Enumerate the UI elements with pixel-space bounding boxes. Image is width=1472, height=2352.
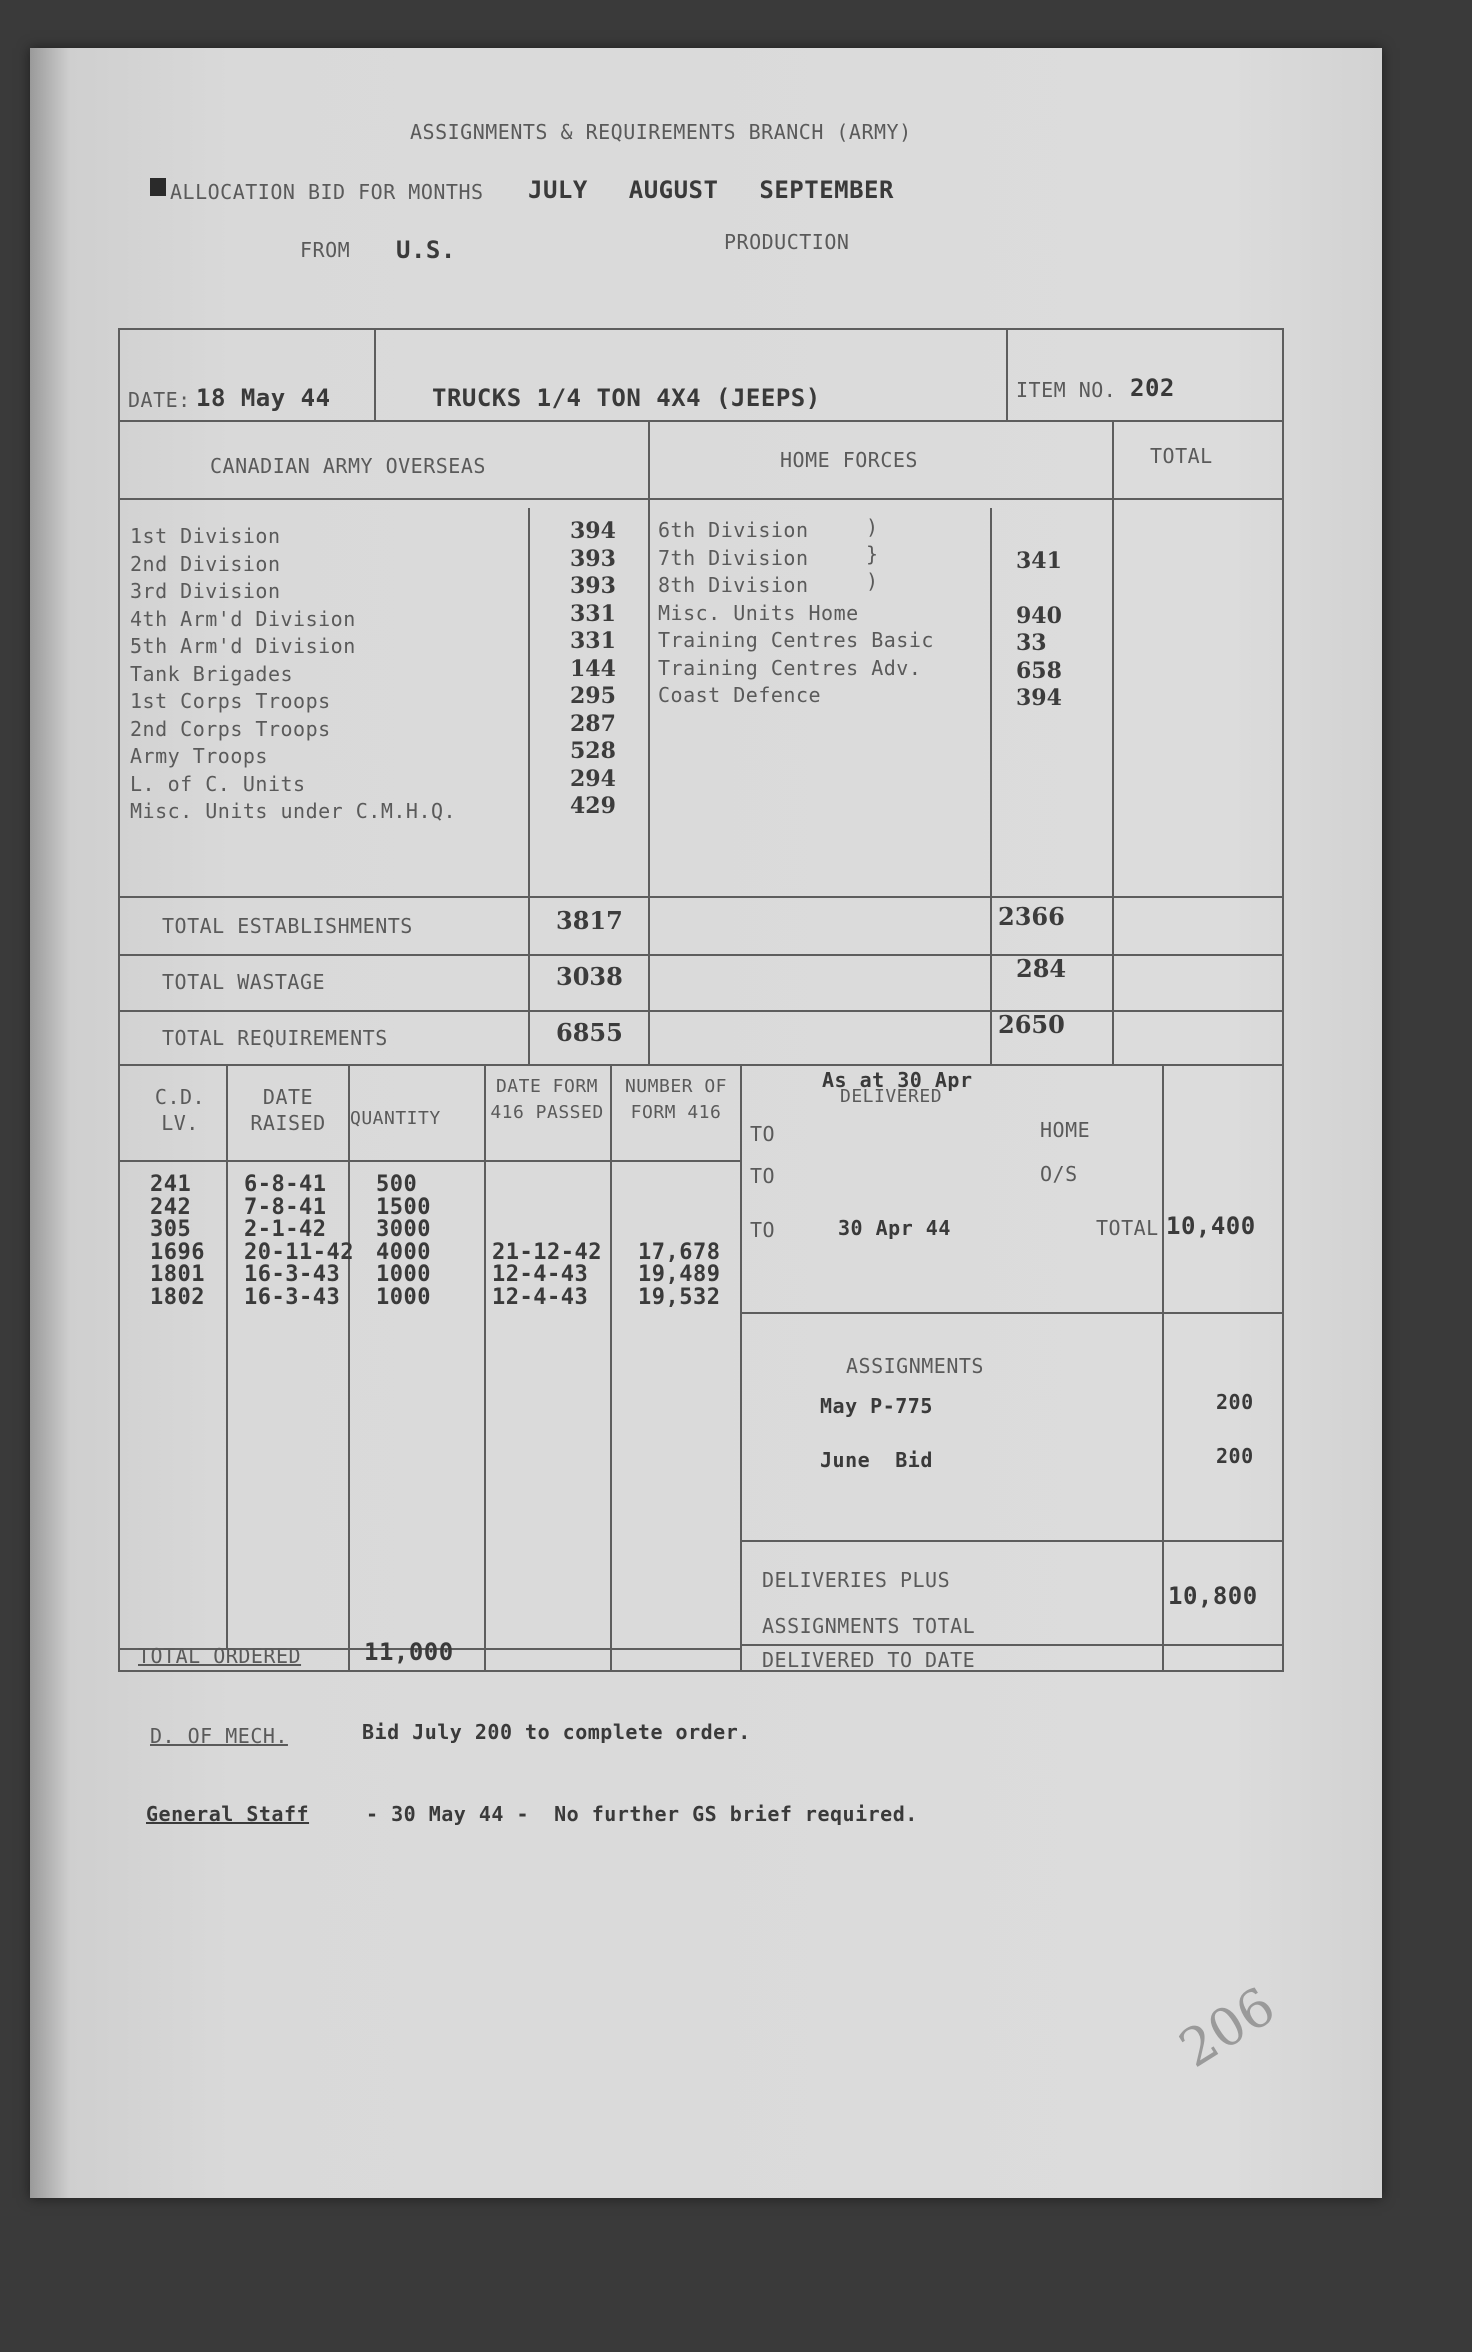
assignments-label: ASSIGNMENTS bbox=[846, 1354, 984, 1378]
delivered-total-label: TOTAL bbox=[1096, 1216, 1159, 1240]
date-label: DATE: bbox=[128, 388, 191, 412]
canadian-unit-qty: 528 bbox=[570, 738, 616, 764]
to-date-label: TO bbox=[750, 1218, 776, 1242]
order-cd: 241 bbox=[150, 1172, 192, 1197]
total-wastage-label: TOTAL WASTAGE bbox=[162, 970, 326, 994]
order-quantity: 4000 bbox=[376, 1239, 431, 1265]
delivered-date: 30 Apr 44 bbox=[838, 1216, 951, 1240]
home-unit-name: Coast Defence bbox=[658, 683, 822, 707]
production-label: PRODUCTION bbox=[724, 230, 850, 254]
d-mech-note: Bid July 200 to complete order. bbox=[362, 1720, 751, 1744]
allocation-label: ALLOCATION BID FOR MONTHS bbox=[170, 180, 484, 204]
delivered-to-date-label: DELIVERED TO DATE bbox=[762, 1648, 976, 1672]
branch-title: ASSIGNMENTS & REQUIREMENTS BRANCH (ARMY) bbox=[410, 120, 912, 144]
home-unit-qty: 658 bbox=[1016, 657, 1062, 684]
summary-total-value: 10,800 bbox=[1168, 1582, 1258, 1610]
general-staff-label: General Staff bbox=[146, 1802, 310, 1826]
delivered-total-value: 10,400 bbox=[1166, 1212, 1256, 1240]
canadian-unit-qty: 429 bbox=[570, 793, 616, 819]
canadian-unit-name: 3rd Division bbox=[130, 579, 281, 603]
canadian-unit-qty: 295 bbox=[570, 683, 616, 709]
item-no-value: 202 bbox=[1130, 374, 1175, 402]
order-cd: 1802 bbox=[150, 1284, 205, 1310]
deliveries-plus-label: DELIVERIES PLUS bbox=[762, 1568, 951, 1592]
total-requirements-home: 2650 bbox=[998, 1010, 1065, 1039]
item-description: TRUCKS 1/4 TON 4X4 (JEEPS) bbox=[432, 384, 821, 412]
cd-header: C.D. LV. bbox=[154, 1085, 206, 1135]
from-label: FROM bbox=[300, 238, 351, 262]
from-value: U.S. bbox=[396, 236, 456, 264]
total-wastage-home: 284 bbox=[1016, 954, 1067, 983]
june-assignment-label: June Bid bbox=[820, 1448, 933, 1472]
home-header: HOME FORCES bbox=[780, 448, 918, 472]
order-form-number: 19,489 bbox=[638, 1262, 721, 1287]
date-raised-header: DATE RAISED bbox=[250, 1085, 326, 1135]
home-unit-qty: 940 bbox=[1016, 602, 1062, 629]
canadian-unit-qty: 394 bbox=[570, 518, 616, 544]
order-cd: 242 bbox=[150, 1194, 192, 1220]
canadian-unit-qty: 393 bbox=[570, 545, 616, 572]
total-ordered-value: 11,000 bbox=[364, 1638, 454, 1666]
months: JULY AUGUST SEPTEMBER bbox=[528, 176, 894, 204]
brace-mark: ) } ) bbox=[866, 515, 879, 593]
canadian-unit-qty: 294 bbox=[570, 765, 616, 792]
page-number: 206 bbox=[1169, 1976, 1286, 2080]
home-unit-name: 6th Division bbox=[658, 518, 809, 542]
canadian-unit-name: 2nd Corps Troops bbox=[130, 716, 331, 741]
home-unit-name: 8th Division bbox=[658, 573, 809, 597]
date-form-header: DATE FORM 416 PASSED bbox=[490, 1076, 604, 1123]
total-wastage-cao: 3038 bbox=[556, 962, 623, 991]
total-requirements-label: TOTAL REQUIREMENTS bbox=[162, 1026, 388, 1050]
order-quantity: 500 bbox=[376, 1172, 418, 1197]
to-home-label: TO bbox=[750, 1122, 776, 1146]
delivered-label: DELIVERED bbox=[840, 1086, 943, 1107]
canadian-unit-name: 1st Division bbox=[130, 524, 281, 548]
home-unit-qty: 394 bbox=[1016, 685, 1062, 711]
total-ordered-label: TOTAL ORDERED bbox=[138, 1644, 302, 1668]
home-unit-name: Training Centres Adv. bbox=[658, 655, 922, 680]
number-form-header: NUMBER OF FORM 416 bbox=[624, 1076, 728, 1123]
d-mech-label: D. OF MECH. bbox=[150, 1724, 288, 1748]
assignments-total-label: ASSIGNMENTS TOTAL bbox=[762, 1614, 976, 1638]
total-requirements-cao: 6855 bbox=[556, 1018, 623, 1047]
home-unit-name: Training Centres Basic bbox=[658, 628, 934, 652]
order-quantity: 1000 bbox=[376, 1262, 431, 1287]
canadian-unit-name: Tank Brigades bbox=[130, 661, 294, 686]
canadian-unit-name: Army Troops bbox=[130, 744, 268, 768]
canadian-unit-name: 2nd Division bbox=[130, 551, 281, 576]
order-date-raised: 16-3-43 bbox=[244, 1262, 341, 1287]
may-assignment-label: May P-775 bbox=[820, 1394, 933, 1418]
canadian-unit-qty: 393 bbox=[570, 573, 616, 599]
canadian-header: CANADIAN ARMY OVERSEAS bbox=[210, 454, 486, 478]
canadian-unit-name: Misc. Units under C.M.H.Q. bbox=[130, 799, 457, 823]
canadian-unit-name: 5th Arm'd Division bbox=[130, 634, 356, 658]
may-assignment-value: 200 bbox=[1216, 1390, 1254, 1414]
order-quantity: 1000 bbox=[376, 1284, 431, 1310]
canadian-unit-qty: 331 bbox=[570, 600, 616, 627]
order-form-number: 19,532 bbox=[638, 1284, 721, 1310]
order-date-raised: 7-8-41 bbox=[244, 1194, 327, 1220]
home-unit-name: Misc. Units Home bbox=[658, 600, 859, 625]
total-establishments-label: TOTAL ESTABLISHMENTS bbox=[162, 914, 413, 938]
total-establishments-home: 2366 bbox=[998, 902, 1065, 931]
order-form-number: 17,678 bbox=[638, 1239, 721, 1265]
canadian-unit-qty: 331 bbox=[570, 628, 616, 654]
item-no-label: ITEM NO. bbox=[1016, 378, 1117, 402]
home-unit-qty: 33 bbox=[1016, 630, 1047, 656]
quantity-header: QUANTITY bbox=[350, 1108, 441, 1129]
order-quantity: 1500 bbox=[376, 1194, 431, 1220]
to-os-label: TO bbox=[750, 1164, 776, 1188]
order-cd: 1696 bbox=[150, 1239, 205, 1265]
redaction-mark bbox=[150, 178, 166, 196]
order-cd: 1801 bbox=[150, 1262, 205, 1287]
order-date-raised: 6-8-41 bbox=[244, 1172, 327, 1197]
order-cd: 305 bbox=[150, 1217, 192, 1242]
general-staff-note: - 30 May 44 - No further GS brief required. bbox=[366, 1802, 918, 1826]
home-label: HOME bbox=[1040, 1118, 1091, 1142]
order-date-raised: 2-1-42 bbox=[244, 1217, 327, 1242]
order-date-raised: 16-3-43 bbox=[244, 1284, 341, 1310]
home-unit-qty: 341 bbox=[1016, 547, 1062, 574]
canadian-unit-qty: 287 bbox=[570, 710, 616, 737]
order-quantity: 3000 bbox=[376, 1217, 431, 1242]
home-unit-name: 7th Division bbox=[658, 545, 809, 570]
order-date-passed: 12-4-43 bbox=[492, 1284, 589, 1310]
canadian-unit-name: 4th Arm'd Division bbox=[130, 606, 356, 631]
document-page bbox=[30, 48, 1382, 2198]
order-date-passed: 21-12-42 bbox=[492, 1239, 602, 1265]
date-value: 18 May 44 bbox=[196, 384, 331, 412]
as-at-label: As at 30 Apr bbox=[822, 1068, 973, 1092]
os-label: O/S bbox=[1040, 1162, 1078, 1186]
order-date-raised: 20-11-42 bbox=[244, 1239, 354, 1265]
total-establishments-cao: 3817 bbox=[556, 906, 623, 935]
total-header: TOTAL bbox=[1150, 444, 1213, 468]
canadian-unit-name: L. of C. Units bbox=[130, 771, 306, 796]
order-date-passed: 12-4-43 bbox=[492, 1262, 589, 1287]
june-assignment-value: 200 bbox=[1216, 1444, 1254, 1468]
canadian-unit-qty: 144 bbox=[570, 655, 616, 682]
canadian-unit-name: 1st Corps Troops bbox=[130, 689, 331, 713]
